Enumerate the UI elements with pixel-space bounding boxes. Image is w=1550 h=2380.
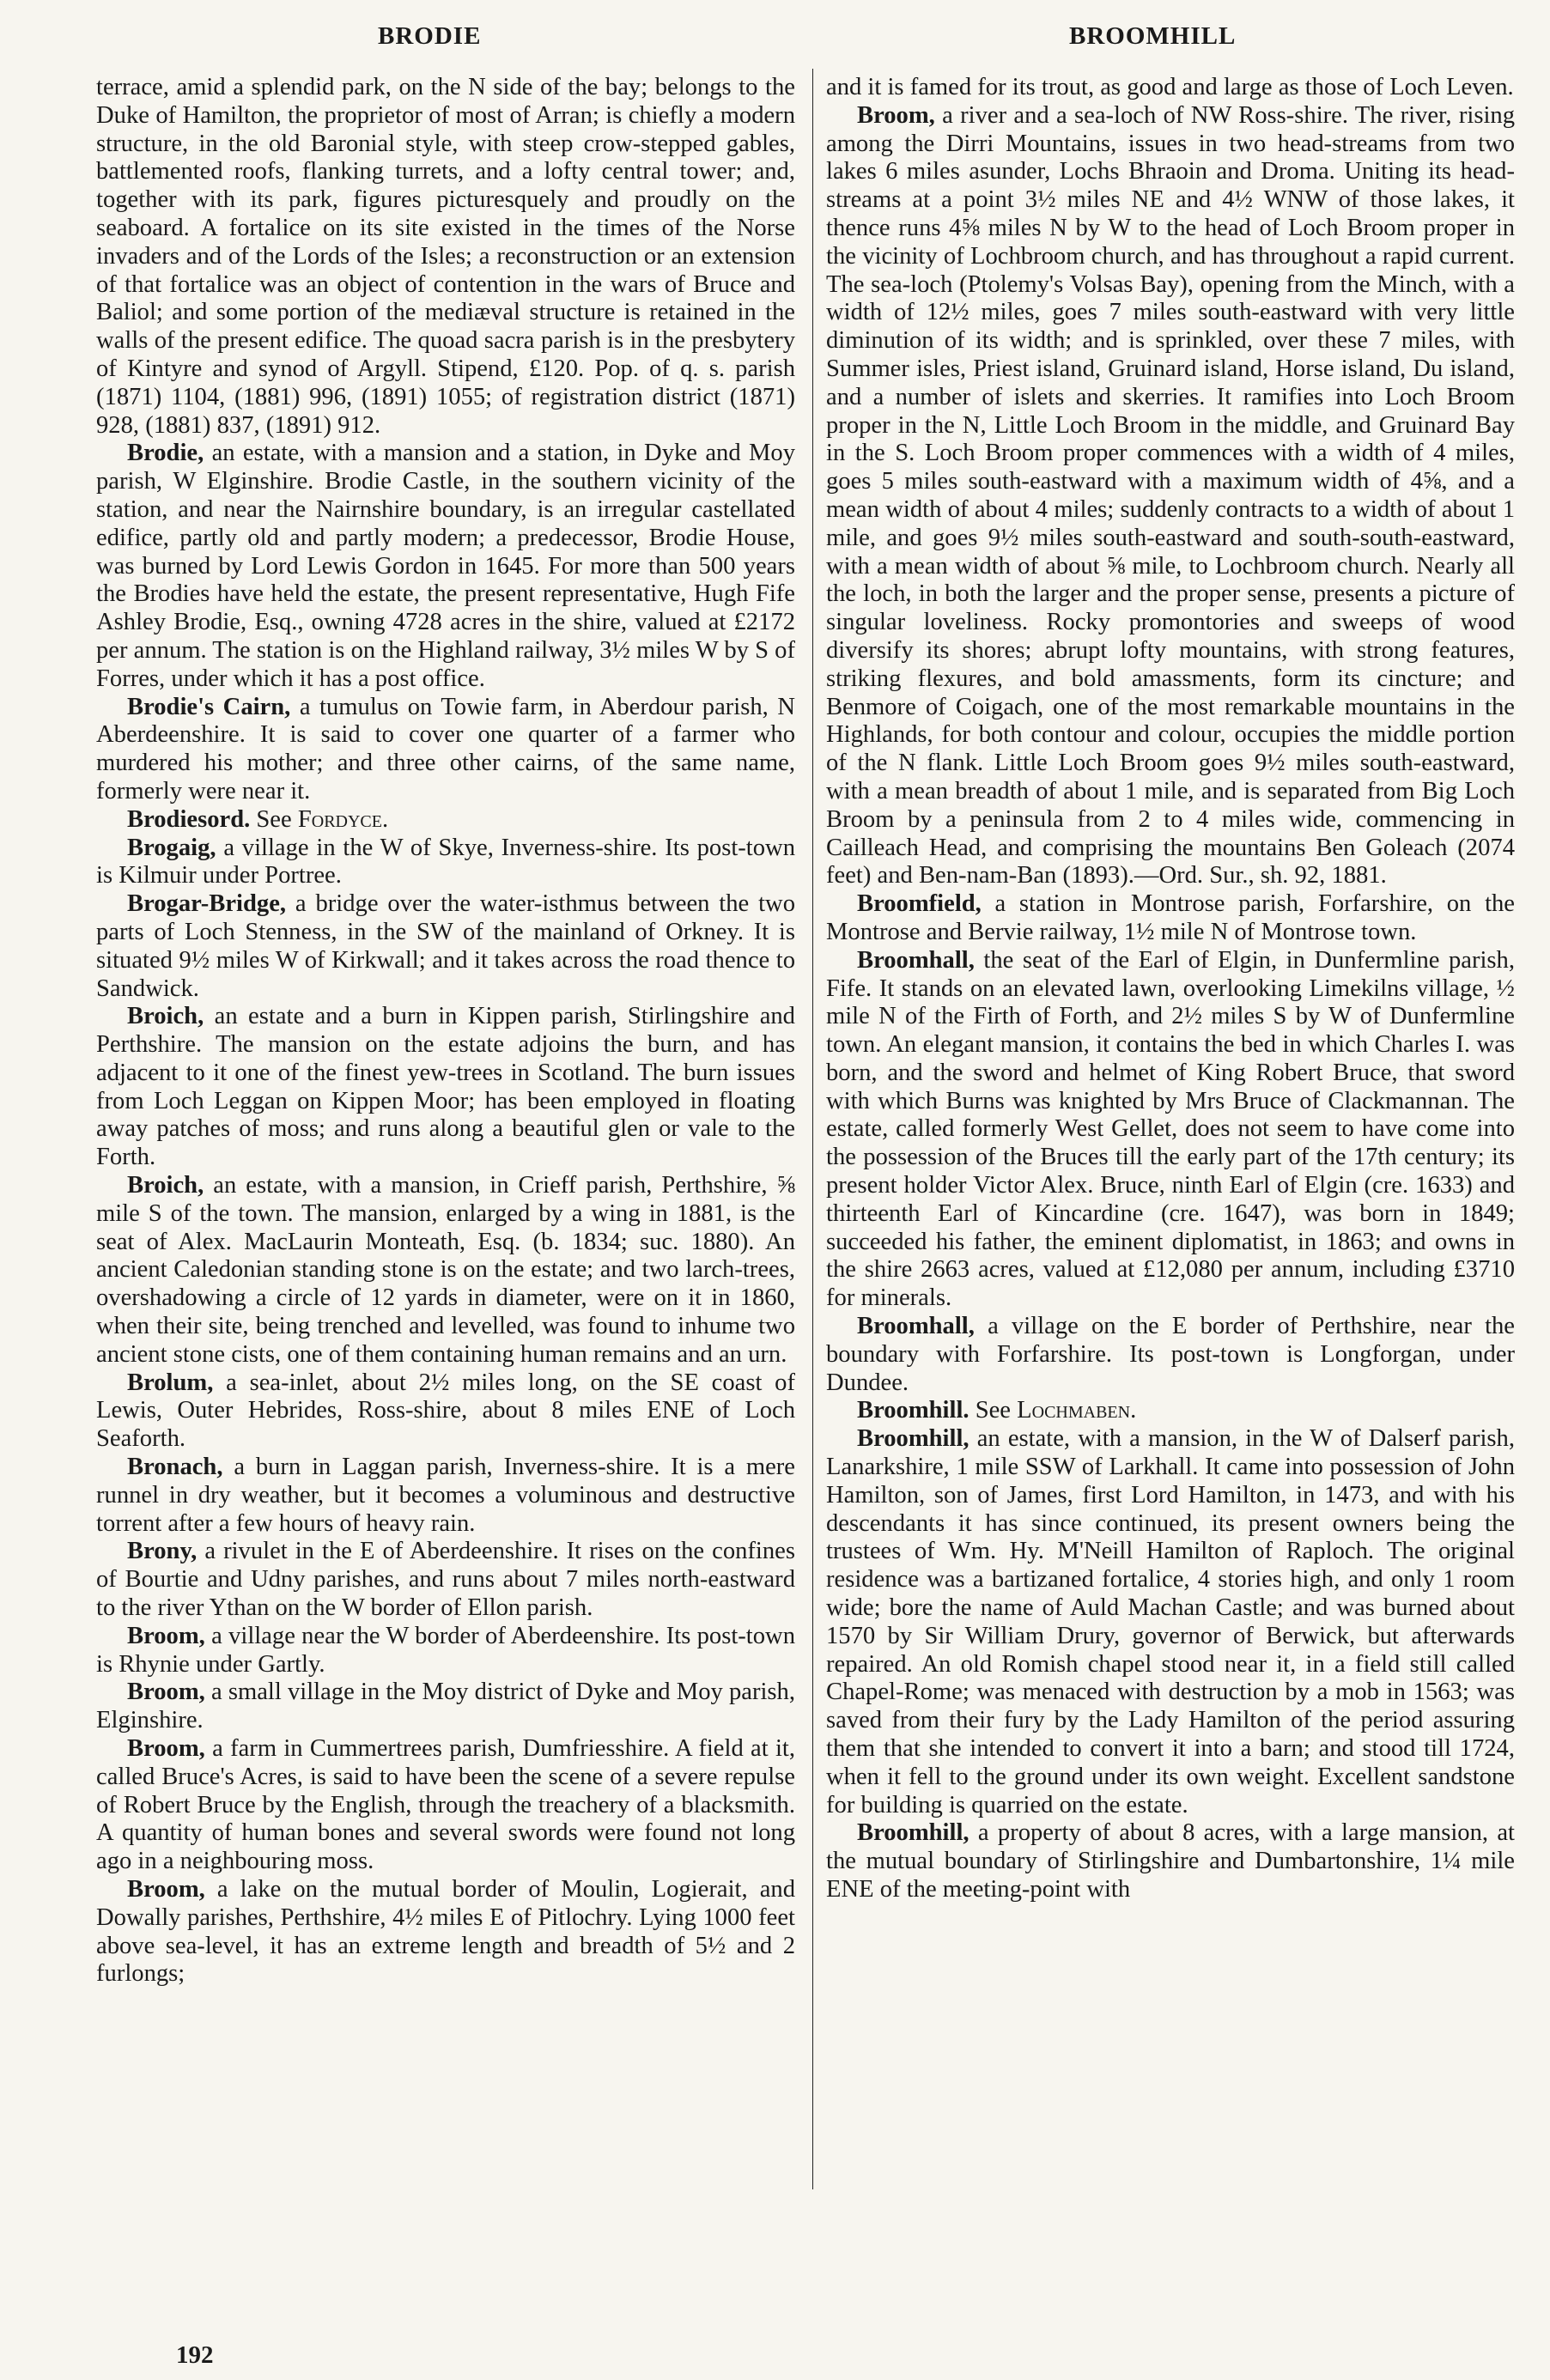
entry-headword: Broomhall, — [857, 1313, 975, 1340]
gazetteer-entry — [826, 890, 1515, 947]
gazetteer-entry — [96, 694, 795, 806]
entry-text: a village near the W border of Aberdeenshire. Its post-town is Rhynie under Gartly. — [96, 1622, 795, 1678]
entry-headword: Broom, — [127, 1876, 205, 1903]
gazetteer-entry — [826, 1819, 1515, 1903]
entry-headword: Brodiesord. — [127, 805, 251, 833]
entry-headword: Brodie, — [127, 440, 204, 467]
entry-headword: Broom, — [857, 101, 935, 129]
entry-text: a tumulus on Towie farm, in Aberdour parish, N Aberdeenshire. It is said to cover one quarter of a farmer who murdered his mother; and three other cairns, of the same name, formerly were near it. — [96, 693, 795, 804]
entry-continuation — [96, 74, 795, 440]
entry-headword: Broomfield, — [857, 890, 982, 918]
entry-text: a small village in the Moy district of Dyke and Moy parish, Elginshire. — [96, 1679, 795, 1734]
gazetteer-entry — [96, 1876, 795, 1988]
entry-headword: Broomhill, — [857, 1425, 970, 1453]
entry-headword: Brogar-Bridge, — [127, 890, 287, 918]
entry-text: a farm in Cummertrees parish, Dumfriesshire. A field at it, called Bruce's Acres, is said to have been the scene of a severe repulse of Robert Bruce by the English, through the treachery of a blacksmith. A quantity of human bones and several swords were found not long ago in a neighbouring moss. — [96, 1735, 795, 1875]
gazetteer-entry — [826, 947, 1515, 1313]
entry-text: a village on the E border of Perthshire, near the boundary with Forfarshire. Its post-town is Longforgan, under Dundee. — [826, 1313, 1515, 1396]
left-column — [96, 74, 795, 2298]
gazetteer-entry — [96, 890, 795, 1003]
gazetteer-entry — [96, 1538, 795, 1622]
entry-headword: Broom, — [127, 1735, 205, 1763]
page-number: 192 — [176, 2341, 214, 2369]
entry-headword: Brodie's Cairn, — [127, 693, 291, 720]
entry-headword: Broich, — [127, 1003, 204, 1030]
gazetteer-entry — [96, 1735, 795, 1876]
entry-text: a burn in Laggan parish, Inverness-shire. It is a mere runnel in dry weather, but it becomes a voluminous and destructive torrent after a few hours of heavy rain. — [96, 1454, 795, 1537]
cross-reference: Lochmaben. — [1017, 1397, 1137, 1424]
entry-headword: Brony, — [127, 1538, 198, 1565]
gazetteer-entry — [96, 1679, 795, 1735]
entry-headword: Broom, — [127, 1622, 205, 1649]
gazetteer-entry — [96, 1003, 795, 1172]
entry-text: a bridge over the water-isthmus between the two parts of Loch Stenness, in the SW of the mainland of Orkney. It is situated 9½ miles W of Kirkwall; and it takes across the road thence to Sandwick. — [96, 890, 795, 1002]
entry-text: See — [975, 1397, 1011, 1424]
entry-headword: Brogaig, — [127, 834, 216, 861]
entry-headword: Broich, — [127, 1172, 204, 1199]
running-head-right: BROOMHILL — [1069, 22, 1237, 50]
entry-continuation — [826, 74, 1515, 102]
gazetteer-entry — [826, 1397, 1515, 1425]
entry-headword: Broomhill. — [857, 1397, 970, 1424]
entry-text: a rivulet in the E of Aberdeenshire. It rises on the confines of Bourtie and Udny parishes, and runs about 7 miles north-eastward to the river Ythan on the W border of Ellon parish. — [96, 1538, 795, 1622]
entry-text: an estate and a burn in Kippen parish, Stirlingshire and Perthshire. The mansion on the estate adjoins the burn, and has adjacent to it one of the finest yew-trees in Scotland. The burn issues from Loch Leggan on Kippen Moor; has been employed in floating away patches of moss; and runs along a beautiful glen or vale to the Forth. — [96, 1003, 795, 1171]
entry-text: a river and a sea-loch of NW Ross-shire. The river, rising among the Dirri Mountains, issues in two head-streams from two lakes 6 miles asunder, Lochs Bhraoin and Droma. Uniting its head-streams at a point 3½ miles NE and 4½ WNW of those lakes, it thence runs 4⅝ miles N by W to the head of Loch Broom proper in the vicinity of Lochbroom church, and has throughout a rapid current. The sea-loch (Ptolemy's Volsas Bay), opening from the Minch, with a width of 12½ miles, goes 7 miles south-eastward with very little diminution of its width; and is sprinkled, over these 7 miles, with Summer isles, Priest island, Gruinard island, Horse island, Du island, and a number of islets and skerries. It ramifies into Loch Broom proper in the N, Little Loch Broom in the middle, and Gruinard Bay in the S. Loch Broom proper commences with a width of 4 miles, goes 5 miles south-eastward with a maximum width of 4⅝, and a mean width of about 4 miles; suddenly contracts to a width of about 1 mile, and goes 9½ miles south-eastward and south-south-eastward, with a mean width of about ⅝ mile, to Lochbroom church. Nearly all the loch, in both the larger and the proper sense, presents a picture of singular loveliness. Rocky promontories and sweeps of wood diversify its shores; abrupt lofty mountains, with strong features, striking flexures, and bold amassments, form its cincture; and Benmore of Coigach, one of the most remarkable mountains in the Highlands, for both contour and colour, occupies the middle portion of the N flank. Little Loch Broom goes 9½ miles south-eastward, with a mean breadth of about 1 mile, and is separated from Big Loch Broom by a peninsula from 2 to 4 miles wide, commencing in Cailleach Head, and comprising the mountains Ben Goleach (2074 feet) and Ben-nam-Ban (1893).—Ord. Sur., sh. 92, 1881. — [826, 101, 1515, 889]
entry-headword: Broom, — [127, 1679, 205, 1706]
cross-reference: Fordyce. — [297, 805, 389, 833]
entry-text: an estate, with a mansion, in Crieff parish, Perthshire, ⅝ mile S of the town. The mansion, enlarged by a wing in 1881, is the seat of Alex. MacLaurin Monteath, Esq. (b. 1834; suc. 1880). An ancient Caledonian standing stone is on the estate; and two larch-trees, overshadowing a circle of 12 yards in diameter, were on it in 1860, when their site, being trenched and levelled, was found to inhume two ancient stone cists, one of them containing human remains and an urn. — [96, 1172, 795, 1368]
entry-headword: Broomhall, — [857, 946, 975, 974]
gazetteer-entry — [826, 1313, 1515, 1397]
entry-text: a sea-inlet, about 2½ miles long, on the SE coast of Lewis, Outer Hebrides, Ross-shire, about 8 miles ENE of Loch Seaforth. — [96, 1369, 795, 1453]
gazetteer-entry — [96, 806, 795, 835]
entry-headword: Bronach, — [127, 1454, 223, 1481]
entry-headword: Broomhill, — [857, 1819, 970, 1847]
entry-text: an estate, with a mansion, in the W of Dalserf parish, Lanarkshire, 1 mile SSW of Larkhall. It came into possession of John Hamilton, son of James, first Lord Hamilton, in 1473, and with his descendants it has since continued, its present owners being the trustees of Wm. Hy. M'Neill Hamilton of Raploch. The original residence was a bartizaned fortalice, 4 stories high, and only 1 room wide; bore the name of Auld Machan Castle; and was burned about 1570 by Sir William Drury, governor of Berwick, but afterwards repaired. An old Romish chapel stood near it, in a field still called Chapel-Rome; was menaced with destruction by a mob in 1563; was saved from their fury by the Lady Hamilton of the period assuring them that she intended to convert it into a barn; and stood till 1724, when it fell to the ground under its own weight. Excellent sandstone for building is quarried on the estate. — [826, 1425, 1515, 1818]
entry-text: an estate, with a mansion and a station, in Dyke and Moy parish, W Elginshire. Brodie Castle, in the southern vicinity of the station, and near the Nairnshire boundary, is an irregular castellated edifice, partly old and partly modern; a predecessor, Brodie House, was burned by Lord Lewis Gordon in 1645. For more than 500 years the Brodies have held the estate, the present representative, Hugh Fife Ashley Brodie, Esq., owning 4728 acres in the shire, valued at £2172 per annum. The station is on the Highland railway, 3½ miles W by S of Forres, under which it has a post office. — [96, 440, 795, 692]
running-head-left: BRODIE — [378, 22, 482, 50]
gazetteer-entry — [96, 440, 795, 693]
right-column — [826, 74, 1515, 2298]
entry-text: a station in Montrose parish, Forfarshire, on the Montrose and Bervie railway, 1½ mile N of Montrose town. — [826, 890, 1515, 945]
entry-headword: Brolum, — [127, 1369, 214, 1396]
gazetteer-entry — [826, 102, 1515, 890]
entry-text: the seat of the Earl of Elgin, in Dunfermline parish, Fife. It stands on an elevated lawn, overlooking Limekilns village, ½ mile N of the Firth of Forth, and 2½ miles S by W of Dunfermline town. An elegant mansion, it contains the bed in which Charles I. was born, and the sword and helmet of King Robert Bruce, that sword with which Burns was knighted by Mrs Bruce of Clackmannan. The estate, called formerly West Gellet, does not seem to have come into the possession of the Bruces till the early part of the 17th century; its present holder Victor Alex. Bruce, ninth Earl of Elgin (cre. 1633) and thirteenth Earl of Kincardine (cre. 1647), was born in 1849; succeeded his father, the eminent diplomatist, in 1863; and owns in the shire 2663 acres, valued at £12,080 per annum, including £3710 for minerals. — [826, 946, 1515, 1312]
entry-text: a village in the W of Skye, Inverness-shire. Its post-town is Kilmuir under Portree. — [96, 834, 795, 889]
gazetteer-entry — [826, 1425, 1515, 1819]
gazetteer-entry — [96, 1369, 795, 1454]
gazetteer-entry — [96, 1623, 795, 1679]
gazetteer-entry — [96, 1172, 795, 1369]
column-rule — [812, 69, 813, 2189]
entry-text: See — [256, 805, 292, 833]
gazetteer-entry — [96, 1454, 795, 1538]
entry-text: a lake on the mutual border of Moulin, Logierait, and Dowally parishes, Perthshire, 4½ miles E of Pitlochry. Lying 1000 feet above sea-level, it has an extreme length and breadth of 5½ and 2 furlongs; — [96, 1876, 795, 1988]
entry-text: terrace, amid a splendid park, on the N side of the bay; belongs to the Duke of Hamilton, the proprietor of most of Arran; is chiefly a modern structure, in the old Baronial style, with steep crow-stepped gables, battlemented roofs, flanking turrets, and a lofty central tower; and, together with its park, figures picturesquely and proudly on the seaboard. A fortalice on its site existed in the times of the Norse invaders and of the Lords of the Isles; a reconstruction or an extension of that fortalice was an object of contention in the wars of Bruce and Baliol; and some portion of the mediæval structure is retained in the walls of the present edifice. The quoad sacra parish is in the presbytery of Kintyre and synod of Argyll. Stipend, £120. Pop. of q. s. parish (1871) 1104, (1881) 996, (1891) 1055; of registration district (1871) 928, (1881) 837, (1891) 912. — [96, 74, 795, 439]
entry-text: and it is famed for its trout, as good and large as those of Loch Leven. — [826, 74, 1514, 100]
gazetteer-entry — [96, 835, 795, 891]
entry-text: a property of about 8 acres, with a large mansion, at the mutual boundary of Stirlingshire and Dumbartonshire, 1¼ mile ENE of the meeting-point with — [826, 1819, 1515, 1903]
